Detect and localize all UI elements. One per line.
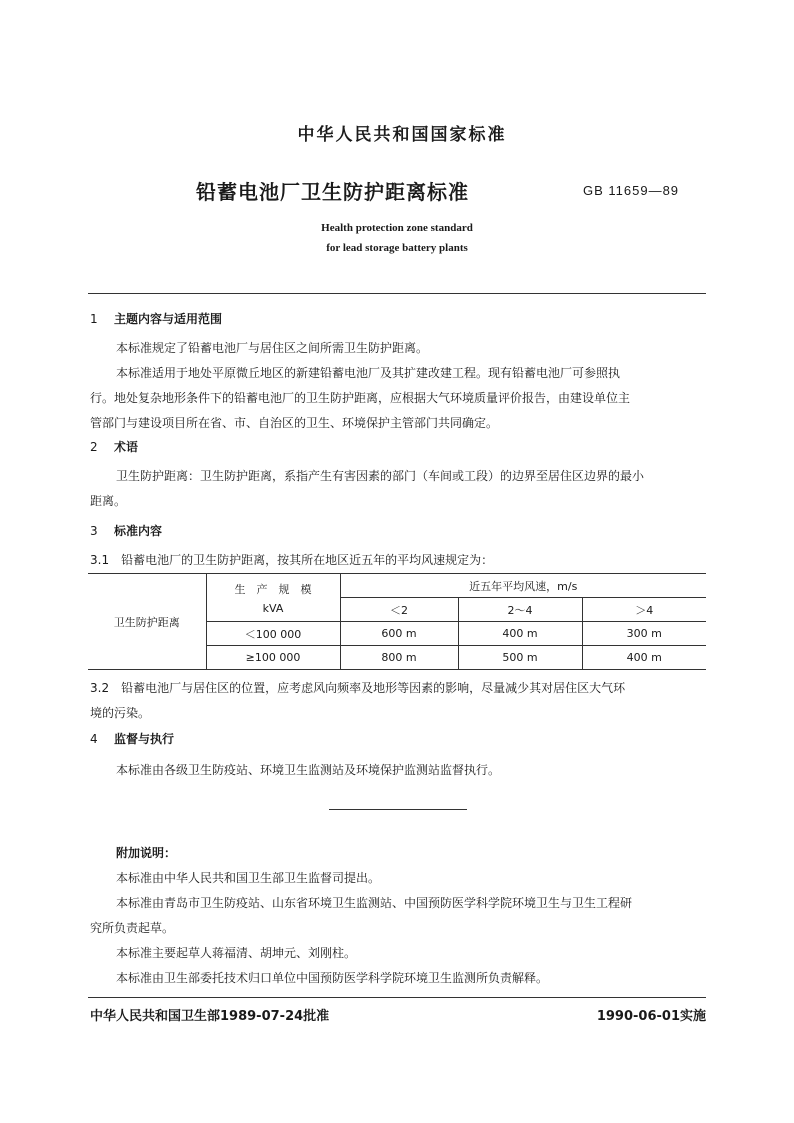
section-4-heading [90,730,174,747]
section-4-body [90,758,706,783]
appendix-line-1: 本标准由中华人民共和国卫生部卫生监督司提出。 [116,871,381,885]
distance-cell: 400 m [582,646,706,670]
section-2-definition-line-1: 卫生防护距离：卫生防护距离，系指产生有害因素的部门（车间或工段）的边界至居住区边界的最小 [116,469,645,483]
distance-cell: 800 m [340,646,458,670]
scale-header-cell [206,574,340,622]
section-1-paragraph-1: 本标准规定了铅蓄电池厂与居住区之间所需卫生防护距离。 [116,341,429,355]
clause-3-2-line-2: 境的污染。 [90,706,151,720]
national-standard-heading: 中华人民共和国国家标准 [297,125,507,145]
section-1-body [90,336,706,436]
english-title-line-1: Health protection zone standard [321,222,473,234]
standard-code: GB 11659—89 [583,183,680,198]
effective-date: 1990-06-01实施 [596,1009,706,1024]
approval-date: 中华人民共和国卫生部1989-07-24批准 [90,1009,330,1024]
scale-cell: ≥100 000 [206,646,340,670]
table-row-header: 卫生防护距离 [88,574,206,670]
appendix-line-2b: 究所负责起草。 [90,921,175,935]
distance-cell: 600 m [340,622,458,646]
scale-header: 生 产 规 模 [234,582,312,596]
scale-cell: ＜100 000 [206,622,340,646]
section-1-paragraph-2-line-3: 管部门与建设项目所在省、市、自治区的卫生、环境保护主管部门共同确定。 [90,416,499,430]
section-2-number: 2 [90,440,98,454]
section-3-number: 3 [90,524,98,538]
scale-unit: kVA [262,601,284,615]
section-1-paragraph-2-line-1: 本标准适用于地处平原微丘地区的新建铅蓄电池厂及其扩建改建工程。现有铅蓄电池厂可参照执 [116,366,621,380]
section-3-heading [90,522,162,539]
section-4-paragraph: 本标准由各级卫生防疫站、环境卫生监测站及环境保护监测站监督执行。 [116,763,501,777]
wind-speed-header: 近五年平均风速，m/s [340,574,706,598]
section-1-heading [90,310,222,327]
header-divider [88,293,706,294]
wind-col-2: 2～4 [458,598,582,622]
section-2-definition-line-2: 距离。 [90,494,127,508]
appendix-line-3: 本标准主要起草人蒋福清、胡坤元、刘刚柱。 [116,946,357,960]
section-2-title: 术语 [114,440,139,454]
section-1-paragraph-2-line-2: 行。地处复杂地形条件下的铅蓄电池厂的卫生防护距离，应根据大气环境质量评价报告，由建设单位主 [90,391,631,405]
section-1-number: 1 [90,312,98,326]
appendix-title: 附加说明： [116,846,177,860]
wind-col-3: ＞4 [582,598,706,622]
appendix-line-2a: 本标准由青岛市卫生防疫站、山东省环境卫生监测站、中国预防医学科学院环境卫生与卫生工程研 [116,896,633,910]
section-divider [329,809,467,810]
protection-distance-table [88,573,706,670]
appendix-line-4: 本标准由卫生部委托技术归口单位中国预防医学科学院环境卫生监测所负责解释。 [116,971,549,985]
document-title: 铅蓄电池厂卫生防护距离标准 [196,180,469,204]
table-header-row-1 [88,574,706,598]
distance-cell: 300 m [582,622,706,646]
distance-cell: 500 m [458,646,582,670]
section-4-number: 4 [90,732,98,746]
clause-3-2-line-1: 3.2 铅蓄电池厂与居住区的位置，应考虑风向频率及地形等因素的影响，尽量减少其对居住区大气环 [90,681,626,695]
section-4-title: 监督与执行 [114,732,175,746]
footer-divider [88,997,706,998]
section-2-heading [90,438,138,455]
appendix-notes [90,841,706,991]
clause-3-1: 3.1 铅蓄电池厂的卫生防护距离，按其所在地区近五年的平均风速规定为： [90,553,494,567]
distance-cell: 400 m [458,622,582,646]
section-1-title: 主题内容与适用范围 [114,312,223,326]
clause-3-2 [90,676,706,726]
section-2-body [90,464,706,514]
english-title-line-2: for lead storage battery plants [326,242,468,254]
wind-col-1: ＜2 [340,598,458,622]
section-3-title: 标准内容 [114,524,163,538]
